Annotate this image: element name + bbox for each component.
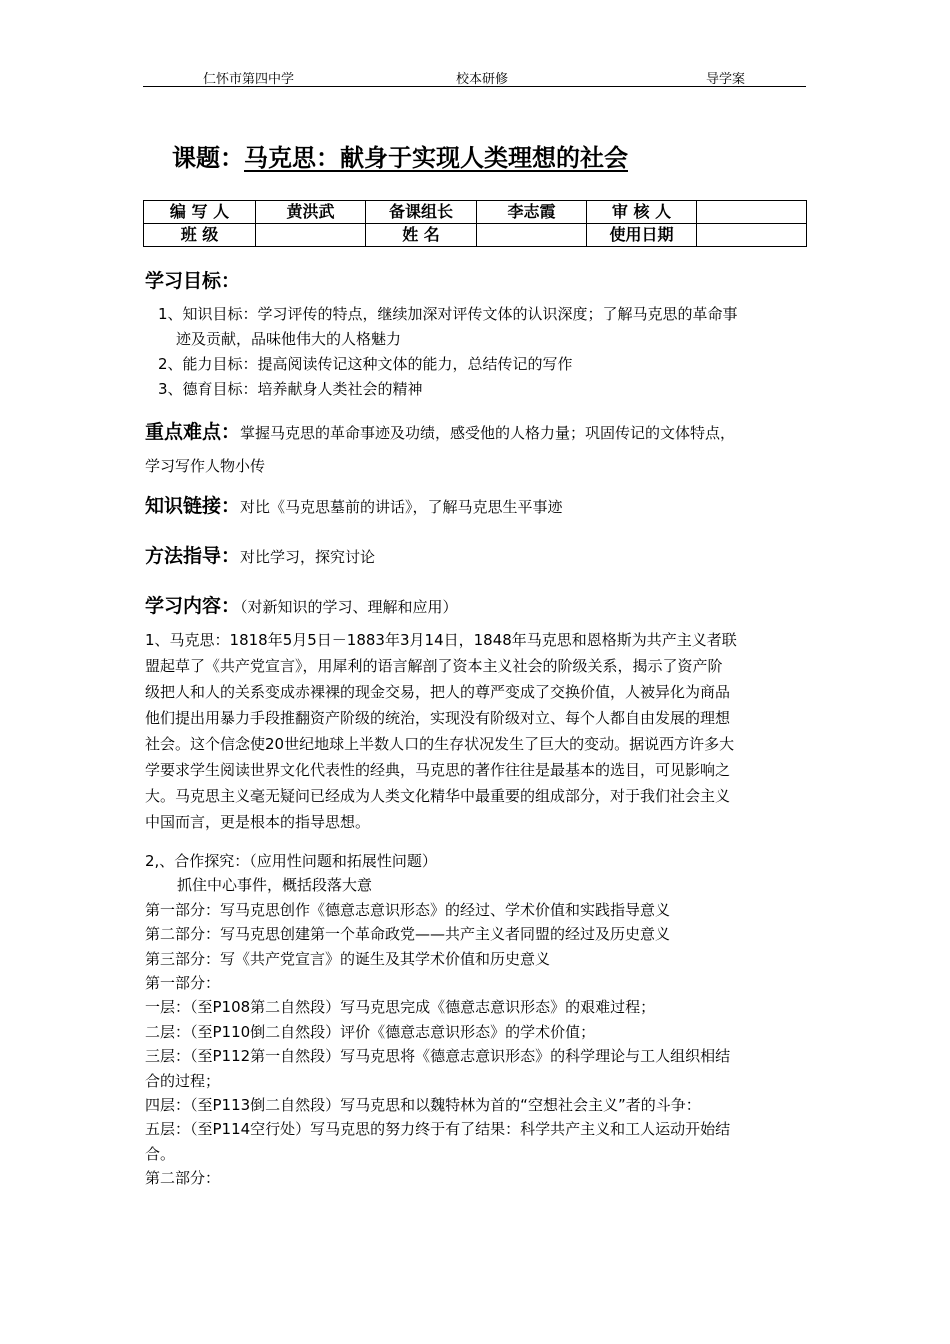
table-cell: 使用日期 <box>587 224 697 247</box>
goal-item: 1、知识目标：学习评传的特点，继续加深对评传文体的认识深度；了解马克思的革命事 <box>158 305 738 323</box>
knowledge-link-text: 对比《马克思墓前的讲话》，了解马克思生平事迹 <box>240 498 563 516</box>
outline-line: 第一部分：写马克思创作《德意志意识形态》的经过、学术价值和实践指导意义 <box>145 900 671 919</box>
title-main: 马克思：献身于实现人类理想的社会 <box>244 144 628 172</box>
table-cell <box>477 224 587 247</box>
paragraph-line: 学要求学生阅读世界文化代表性的经典，马克思的著作往往是最基本的选目，可见影响之 <box>145 761 731 779</box>
page-header <box>143 68 806 87</box>
info-table <box>143 200 807 247</box>
table-cell <box>697 201 807 224</box>
outline-line: 第二部分：写马克思创建第一个革命政党——共产主义者同盟的经过及历史意义 <box>145 925 671 944</box>
method-section <box>145 541 375 568</box>
cooperative-inquiry <box>145 849 730 1191</box>
paragraph-line: 1、马克思：1818年5月5日－1883年3月14日，1848年马克思和恩格斯为共产主义者联 <box>145 631 737 649</box>
outline-line: 五层：（至P114空行处）写马克思的努力终于有了结果：科学共产主义和工人运动开始结 <box>145 1120 731 1139</box>
paragraph-line: 中国而言，更是根本的指导思想。 <box>145 813 371 831</box>
key-points-text-continued: 学习写作人物小传 <box>145 457 266 475</box>
outline-line: 一层：（至P108第二自然段）写马克思完成《德意志意识形态》的艰难过程； <box>145 998 656 1017</box>
goal-item: 3、德育目标：培养献身人类社会的精神 <box>158 380 423 398</box>
paragraph-line: 他们提出用暴力手段推翻资产阶级的统治，实现没有阶级对立、每个人都自由发展的理想 <box>145 709 731 727</box>
goals-list <box>158 302 818 402</box>
paragraph-line: 社会。这个信念使20世纪地球上半数人口的生存状况发生了巨大的变动。据说西方许多大 <box>145 735 735 753</box>
knowledge-link-section <box>145 491 563 518</box>
outline-line: 第二部分： <box>145 1169 221 1188</box>
goal-item: 2、能力目标：提高阅读传记这种文体的能力，总结传记的写作 <box>158 355 573 373</box>
marx-intro-paragraph <box>145 627 737 835</box>
key-points-text: 掌握马克思的革命事迹及功绩，感受他的人格力量；巩固传记的文体特点， <box>240 424 736 442</box>
title-prefix: 课题： <box>172 144 244 172</box>
table-cell: 备课组长 <box>366 201 477 224</box>
goals-heading: 学习目标： <box>145 270 241 292</box>
table-row <box>144 201 807 224</box>
page-title <box>172 138 628 173</box>
outline-line: 二层：（至P110倒二自然段）评价《德意志意识形态》的学术价值； <box>145 1022 596 1041</box>
header-category: 校本研修 <box>456 72 509 87</box>
outline-line: 第一部分： <box>145 974 221 993</box>
content-note: （对新知识的学习、理解和应用） <box>240 598 458 616</box>
outline-line: 第三部分：写《共产党宣言》的诞生及其学术价值和历史意义 <box>145 949 551 968</box>
knowledge-link-heading: 知识链接： <box>145 495 241 517</box>
coop-heading: 2,、合作探究：（应用性问题和拓展性问题） <box>145 852 437 870</box>
table-row <box>144 224 807 247</box>
content-heading: 学习内容： <box>145 595 241 617</box>
table-cell: 编 写 人 <box>144 201 256 224</box>
paragraph-line: 大。马克思主义毫无疑问已经成为人类文化精华中最重要的组成部分，对于我们社会主义 <box>145 787 731 805</box>
table-cell: 班 级 <box>144 224 256 247</box>
table-cell: 姓 名 <box>366 224 477 247</box>
key-points-heading: 重点难点： <box>145 421 241 443</box>
outline-line: 四层：（至P113倒二自然段）写马克思和以魏特林为首的“空想社会主义”者的斗争： <box>145 1096 701 1115</box>
method-heading: 方法指导： <box>145 545 241 567</box>
outline-line: 合的过程； <box>145 1071 221 1090</box>
coop-subheading: 抓住中心事件，概括段落大意 <box>177 876 373 895</box>
outline-line: 三层：（至P112第一自然段）写马克思将《德意志意识形态》的科学理论与工人组织相结 <box>145 1047 731 1066</box>
content-section-header <box>145 591 458 618</box>
table-cell: 黄洪武 <box>256 201 366 224</box>
paragraph-line: 盟起草了《共产党宣言》，用犀利的语言解剖了资本主义社会的阶级关系，揭示了资产阶 <box>145 657 723 675</box>
header-doc-type: 导学案 <box>706 72 746 87</box>
method-text: 对比学习，探究讨论 <box>240 548 376 566</box>
paragraph-line: 级把人和人的关系变成赤裸裸的现金交易，把人的尊严变成了交换价值，人被异化为商品 <box>145 683 731 701</box>
header-school: 仁怀市第四中学 <box>203 72 295 87</box>
goal-item-continued: 迹及贡献，品味他伟大的人格魅力 <box>176 330 402 348</box>
table-cell: 审 核 人 <box>587 201 697 224</box>
outline-line: 合。 <box>145 1144 176 1163</box>
table-cell <box>697 224 807 247</box>
table-cell <box>256 224 366 247</box>
table-cell: 李志霞 <box>477 201 587 224</box>
key-points-section <box>145 417 735 444</box>
